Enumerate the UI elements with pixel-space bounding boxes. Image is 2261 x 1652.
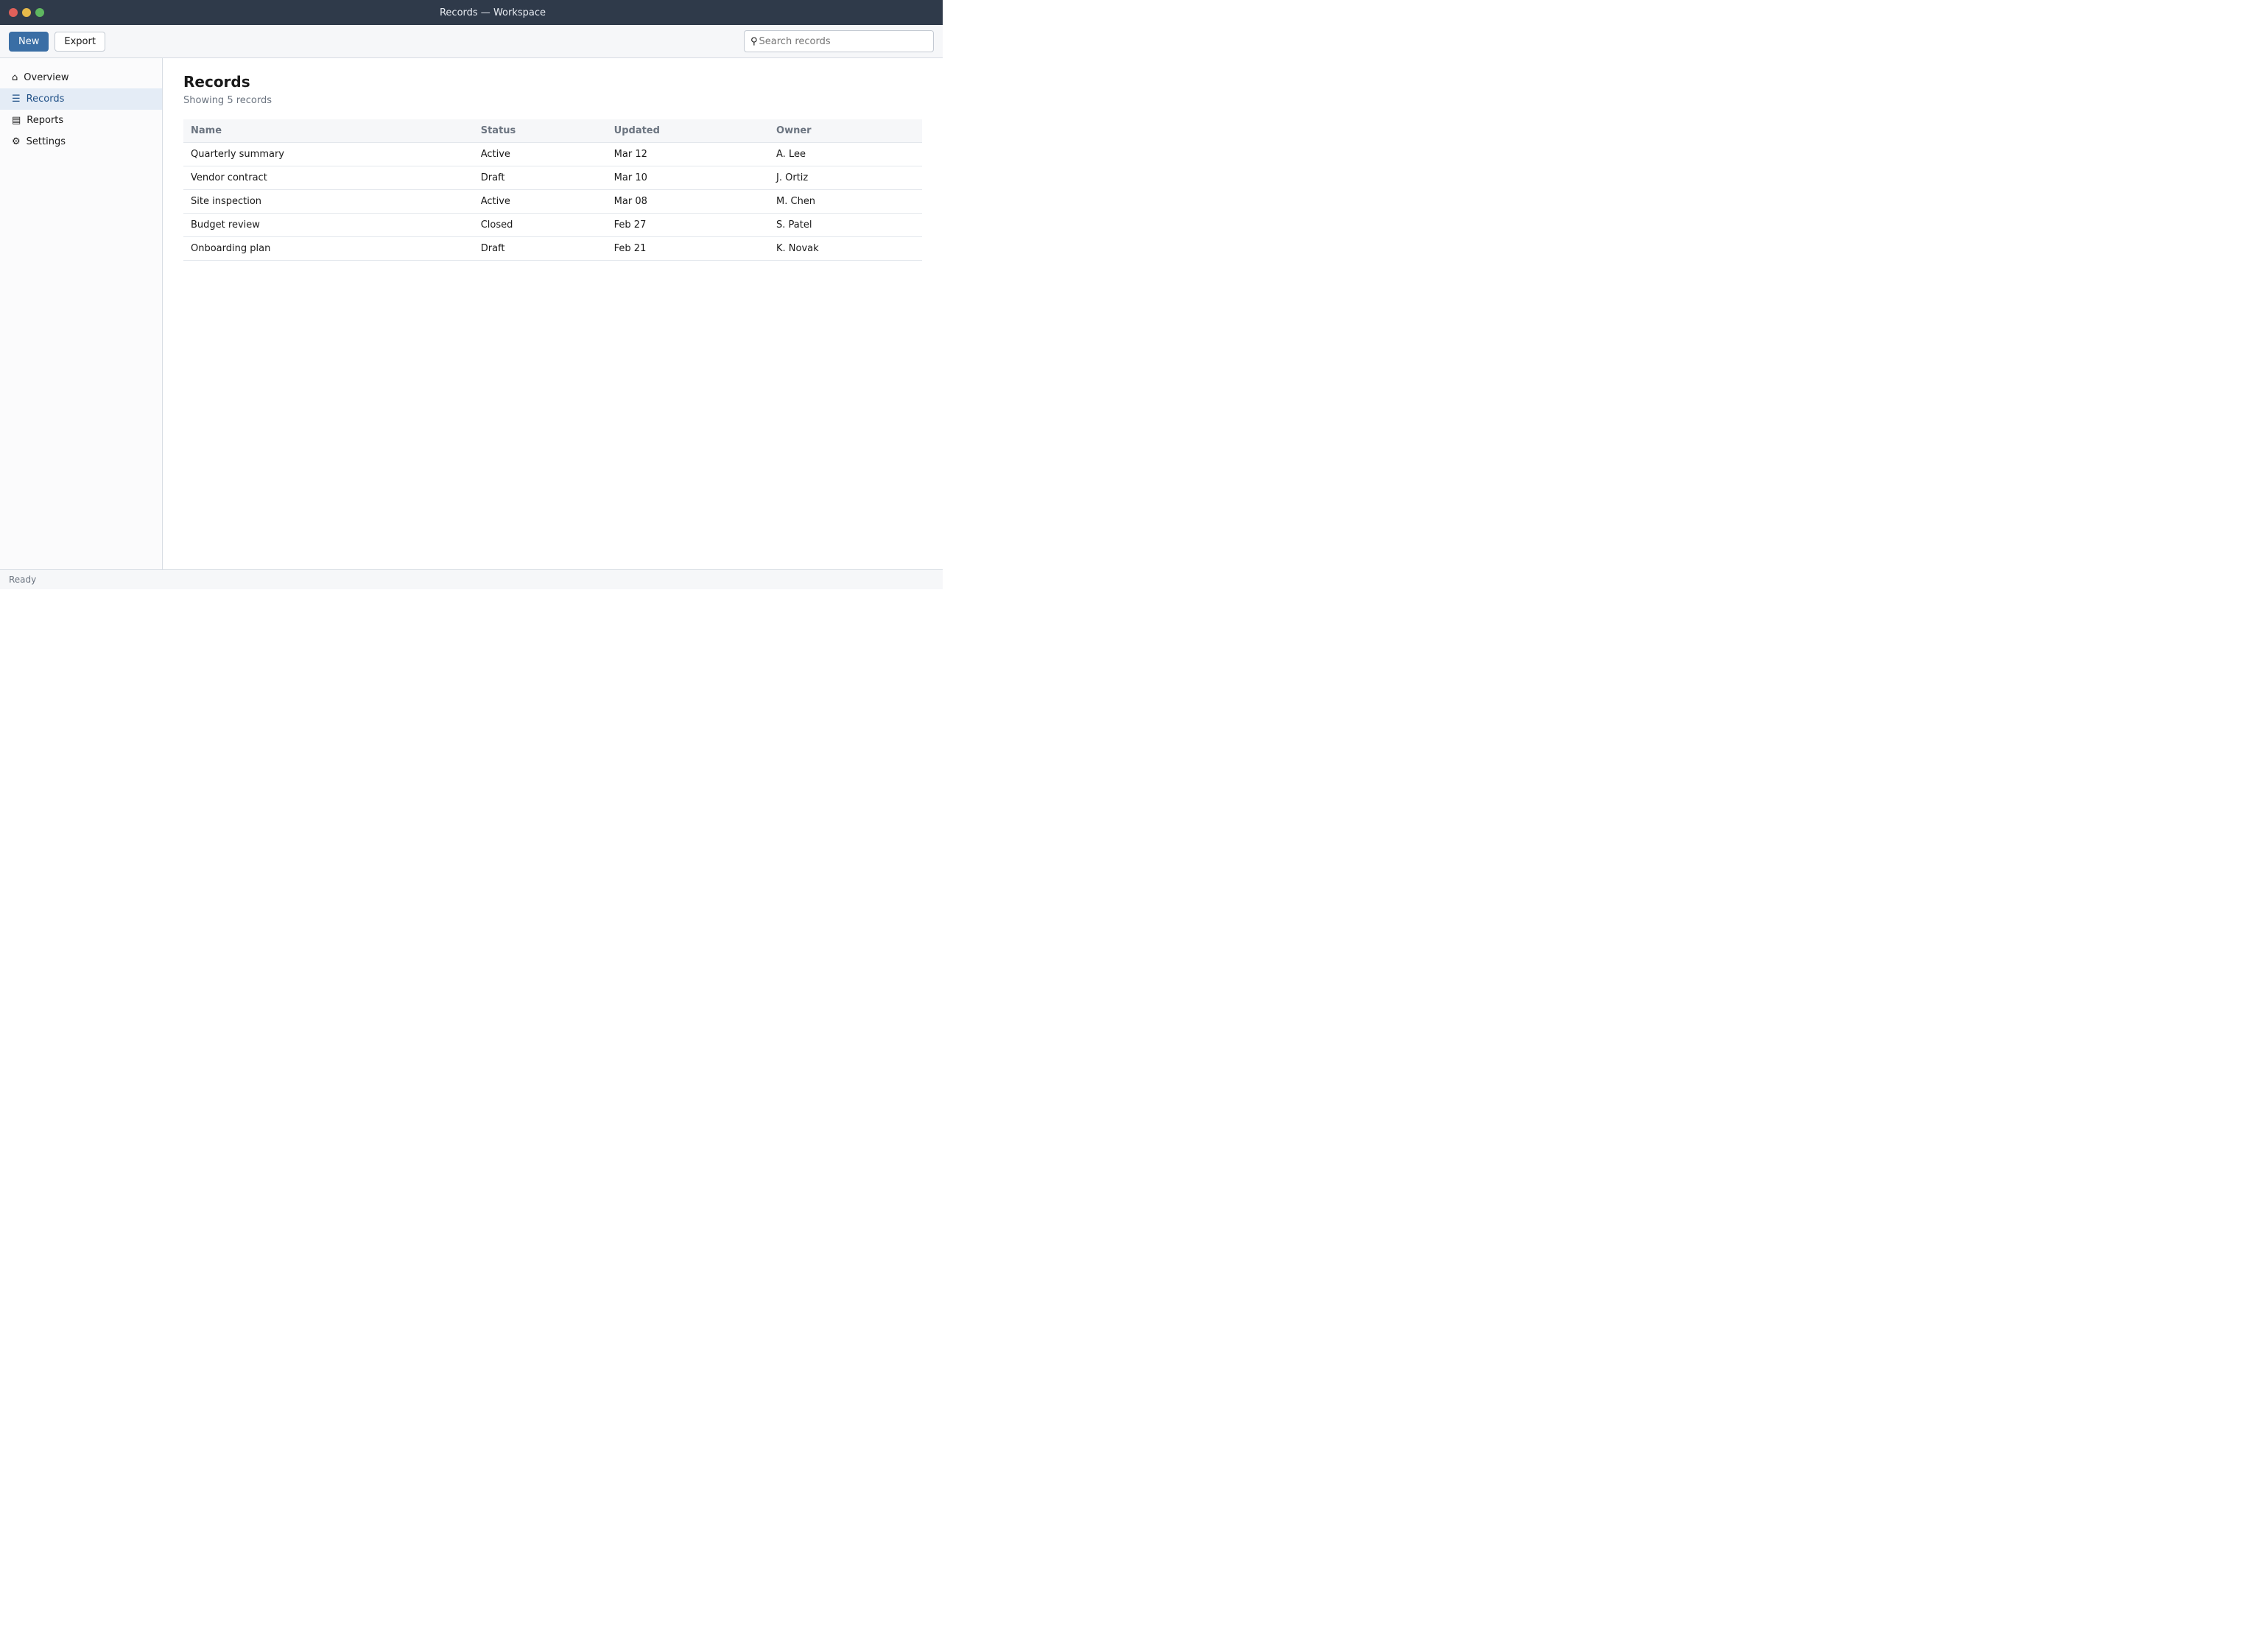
table-cell: Mar 12 bbox=[607, 143, 769, 166]
table-cell: M. Chen bbox=[769, 190, 922, 214]
table-cell: K. Novak bbox=[769, 237, 922, 261]
app-window bbox=[0, 0, 943, 589]
column-header[interactable]: Owner bbox=[769, 119, 922, 143]
column-header[interactable]: Updated bbox=[607, 119, 769, 143]
new-button[interactable]: New bbox=[9, 32, 49, 52]
home-icon: ⌂ bbox=[12, 72, 18, 83]
maximize-window-button[interactable] bbox=[35, 8, 44, 17]
minimize-window-button[interactable] bbox=[22, 8, 31, 17]
page-subtitle: Showing 5 records bbox=[183, 95, 272, 106]
table-cell: Feb 21 bbox=[607, 237, 769, 261]
table-row[interactable] bbox=[183, 214, 922, 237]
search-box bbox=[744, 30, 934, 52]
main-area bbox=[0, 58, 943, 569]
export-button[interactable]: Export bbox=[54, 32, 105, 52]
search-icon: ⚲ bbox=[750, 35, 758, 47]
window-controls bbox=[9, 8, 44, 17]
close-window-button[interactable] bbox=[9, 8, 18, 17]
title-bar bbox=[0, 0, 943, 25]
table-cell: Mar 10 bbox=[607, 166, 769, 190]
sidebar bbox=[0, 58, 163, 569]
table-cell: Onboarding plan bbox=[183, 237, 474, 261]
toolbar bbox=[0, 25, 943, 58]
column-header[interactable]: Name bbox=[183, 119, 474, 143]
table-cell: Draft bbox=[474, 166, 607, 190]
table-cell: Quarterly summary bbox=[183, 143, 474, 166]
table-cell: Active bbox=[474, 143, 607, 166]
table-row[interactable] bbox=[183, 190, 922, 214]
search-input[interactable] bbox=[758, 35, 927, 48]
page-title: Records bbox=[183, 73, 250, 91]
table-cell: Feb 27 bbox=[607, 214, 769, 237]
table-cell: Vendor contract bbox=[183, 166, 474, 190]
table-cell: J. Ortiz bbox=[769, 166, 922, 190]
gear-icon: ⚙ bbox=[12, 136, 21, 147]
sidebar-item-records[interactable] bbox=[0, 88, 162, 110]
list-icon: ☰ bbox=[12, 94, 21, 105]
sidebar-item-label: Reports bbox=[27, 115, 64, 126]
table-cell: A. Lee bbox=[769, 143, 922, 166]
table-row[interactable] bbox=[183, 143, 922, 166]
table-row[interactable] bbox=[183, 166, 922, 190]
sidebar-item-overview[interactable] bbox=[0, 67, 162, 88]
table-cell: Site inspection bbox=[183, 190, 474, 214]
table-cell: Active bbox=[474, 190, 607, 214]
sidebar-item-label: Records bbox=[26, 94, 65, 105]
table-cell: Closed bbox=[474, 214, 607, 237]
table-cell: Mar 08 bbox=[607, 190, 769, 214]
table-row[interactable] bbox=[183, 237, 922, 261]
chart-icon: ▤ bbox=[12, 115, 21, 126]
sidebar-item-label: Overview bbox=[24, 72, 69, 83]
sidebar-item-label: Settings bbox=[26, 136, 66, 147]
table-cell: Draft bbox=[474, 237, 607, 261]
status-text: Ready bbox=[9, 574, 37, 585]
status-bar bbox=[0, 569, 943, 589]
column-header[interactable]: Status bbox=[474, 119, 607, 143]
table-cell: S. Patel bbox=[769, 214, 922, 237]
sidebar-item-settings[interactable] bbox=[0, 131, 162, 152]
sidebar-item-reports[interactable] bbox=[0, 110, 162, 131]
window-title: Records — Workspace bbox=[439, 7, 546, 18]
content-panel bbox=[163, 58, 943, 569]
table-cell: Budget review bbox=[183, 214, 474, 237]
table-header-row bbox=[183, 119, 922, 143]
records-table bbox=[183, 119, 922, 261]
